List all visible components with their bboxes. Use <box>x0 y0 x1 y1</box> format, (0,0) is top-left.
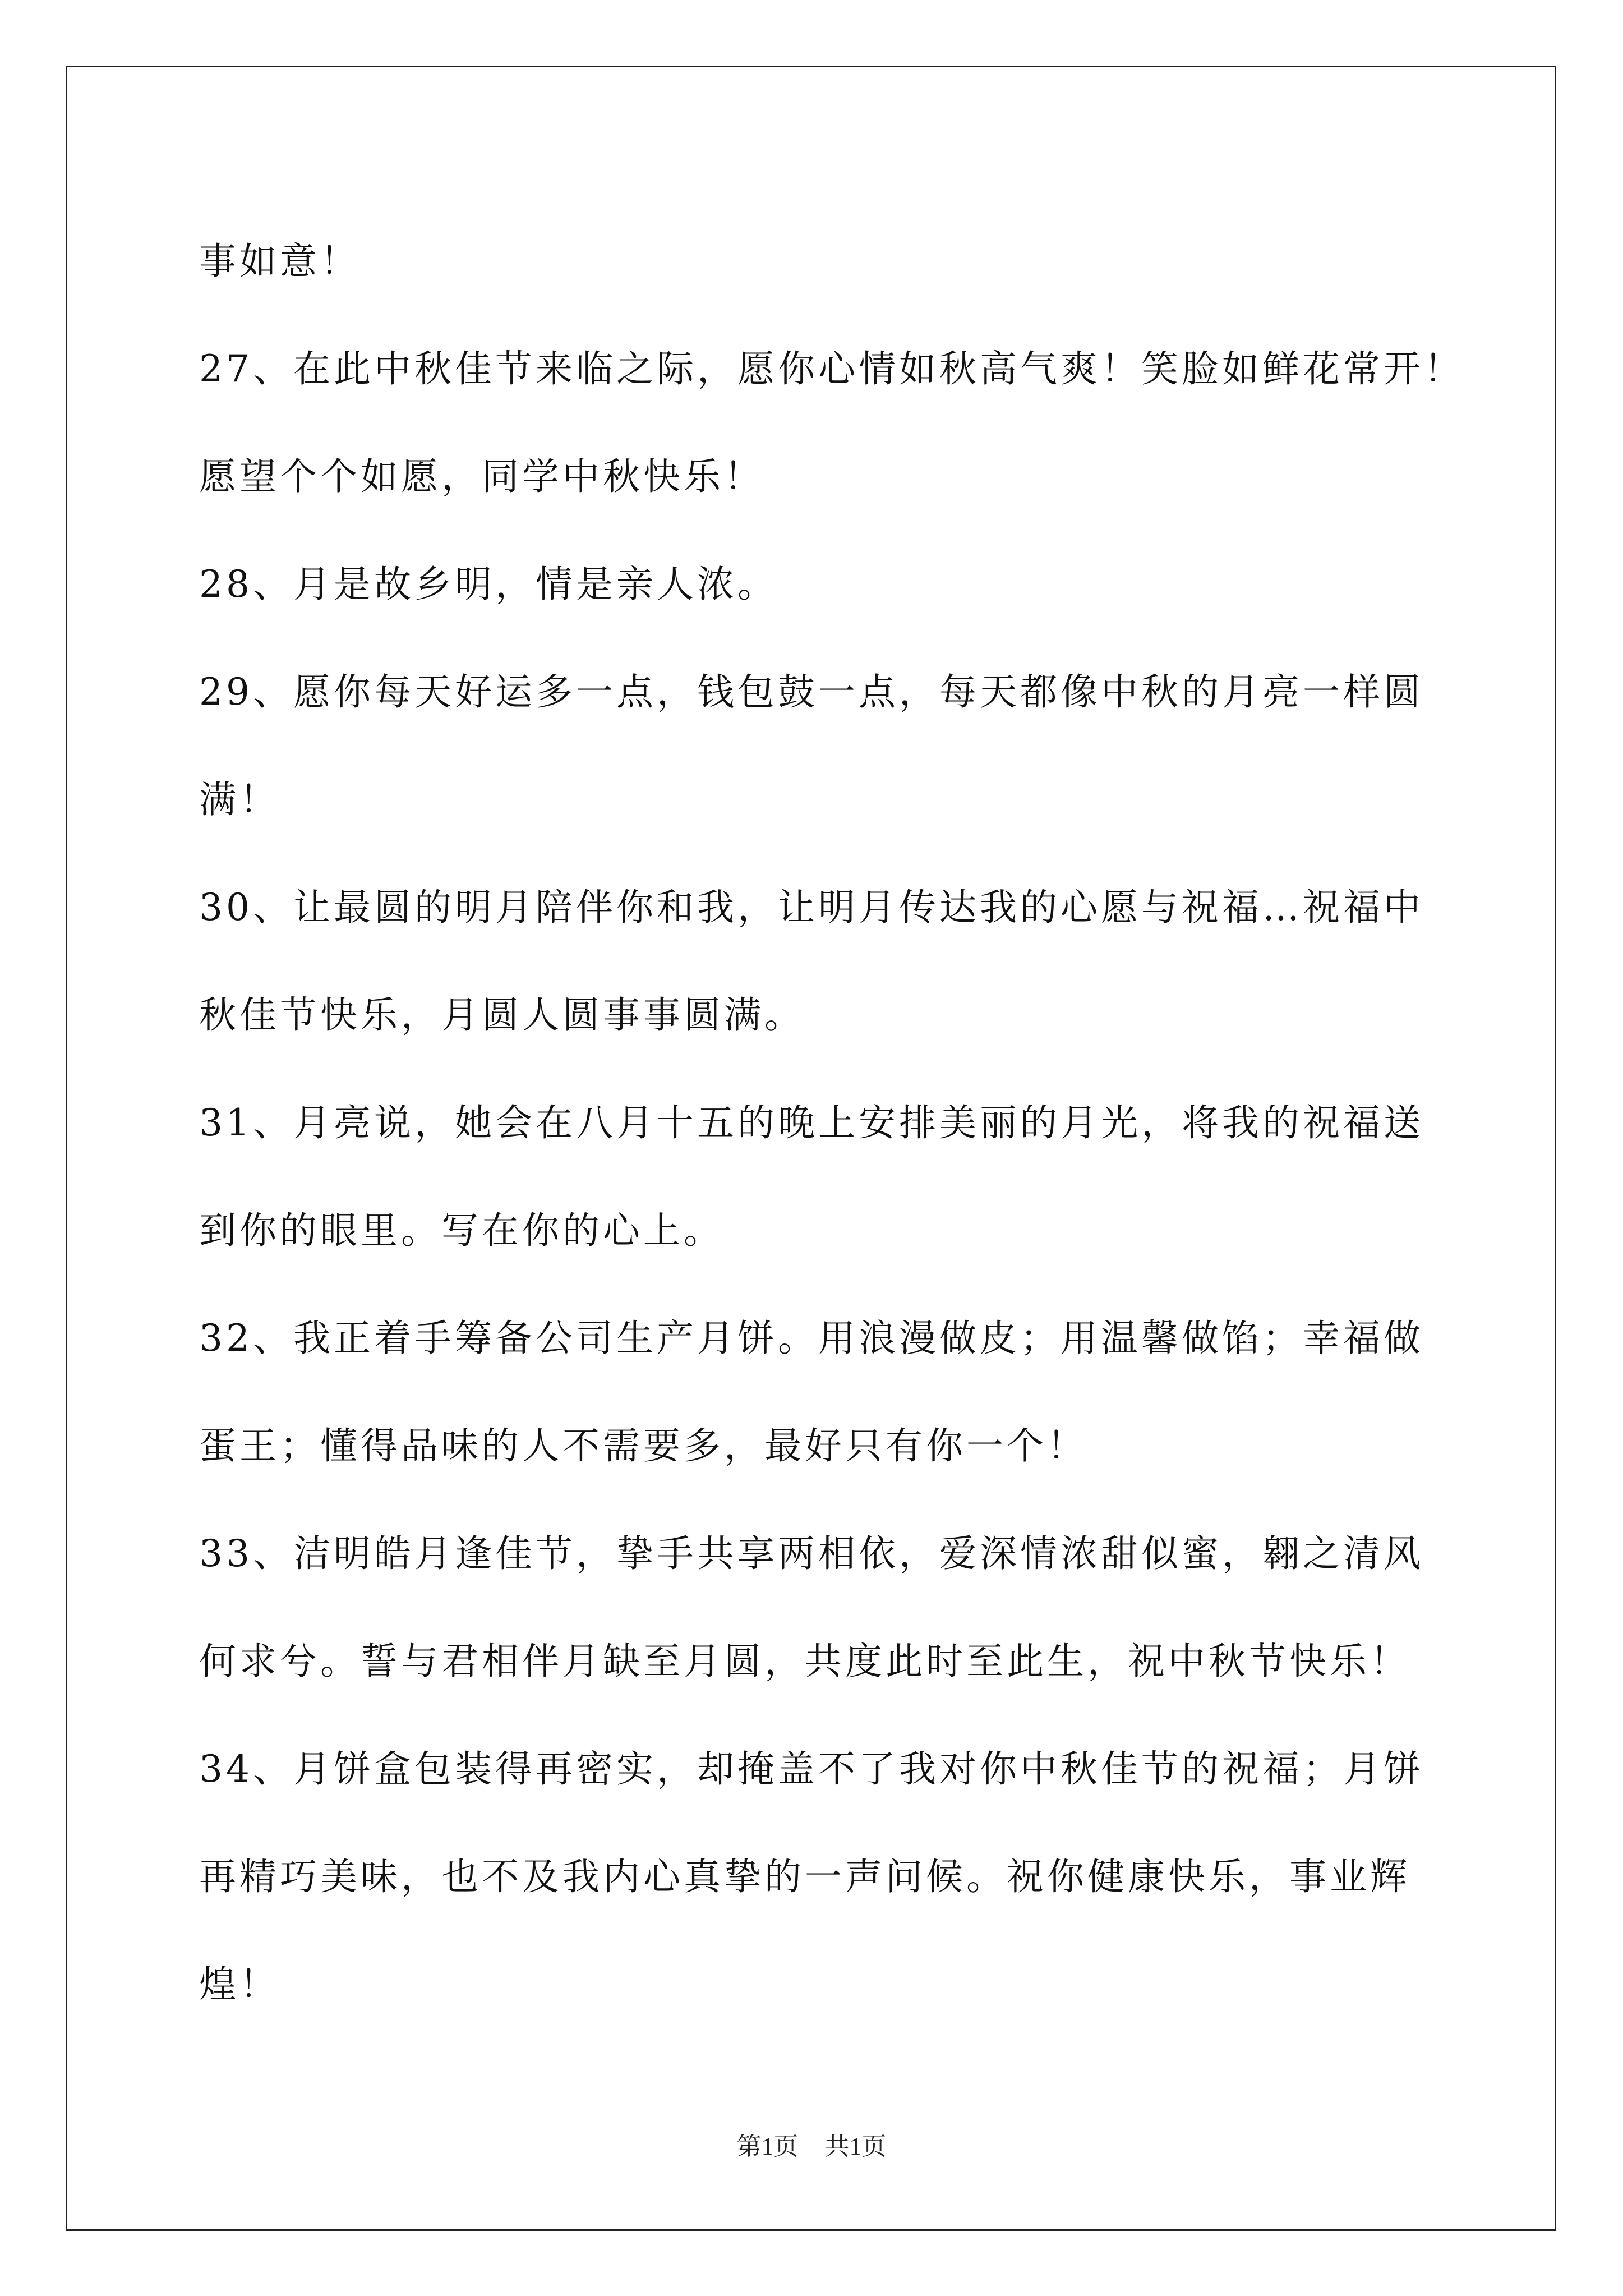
page-footer <box>0 2126 1623 2162</box>
text-line: 煌！ <box>199 1963 280 2006</box>
text-line: 31、月亮说，她会在八月十五的晚上安排美丽的月光，将我的祝福送 <box>199 1101 1424 1144</box>
text-line: 再精巧美味，也不及我内心真挚的一声问候。祝你健康快乐，事业辉 <box>199 1855 1410 1898</box>
text-line: 33、洁明皓月逢佳节，挚手共享两相依，爱深情浓甜似蜜，翱之清风 <box>199 1532 1424 1575</box>
text-line: 34、月饼盒包装得再密实，却掩盖不了我对你中秋佳节的祝福；月饼 <box>199 1747 1424 1791</box>
text-line: 30、让最圆的明月陪伴你和我，让明月传达我的心愿与祝福…祝福中 <box>199 886 1424 929</box>
text-line: 28、月是故乡明，情是亲人浓。 <box>199 563 778 606</box>
text-line: 何求兮。誓与君相伴月缺至月圆，共度此时至此生，祝中秋节快乐！ <box>199 1640 1410 1683</box>
text-line: 29、愿你每天好运多一点，钱包鼓一点，每天都像中秋的月亮一样圆 <box>199 670 1424 714</box>
text-line: 27、在此中秋佳节来临之际，愿你心情如秋高气爽！笑脸如鲜花常开！ <box>199 347 1464 390</box>
text-line: 蛋王；懂得品味的人不需要多，最好只有你一个！ <box>199 1424 1087 1467</box>
text-line: 到你的眼里。写在你的心上。 <box>199 1209 724 1252</box>
document-body <box>199 208 1464 2039</box>
text-line: 满！ <box>199 778 280 821</box>
text-line: 事如意！ <box>199 240 361 283</box>
page-number-total: 共1页 <box>824 2133 887 2160</box>
text-line: 秋佳节快乐，月圆人圆事事圆满。 <box>199 993 805 1037</box>
text-line: 愿望个个如愿，同学中秋快乐！ <box>199 455 764 498</box>
page-number-current: 第1页 <box>736 2133 799 2160</box>
text-line: 32、我正着手筹备公司生产月饼。用浪漫做皮；用温馨做馅；幸福做 <box>199 1317 1424 1360</box>
